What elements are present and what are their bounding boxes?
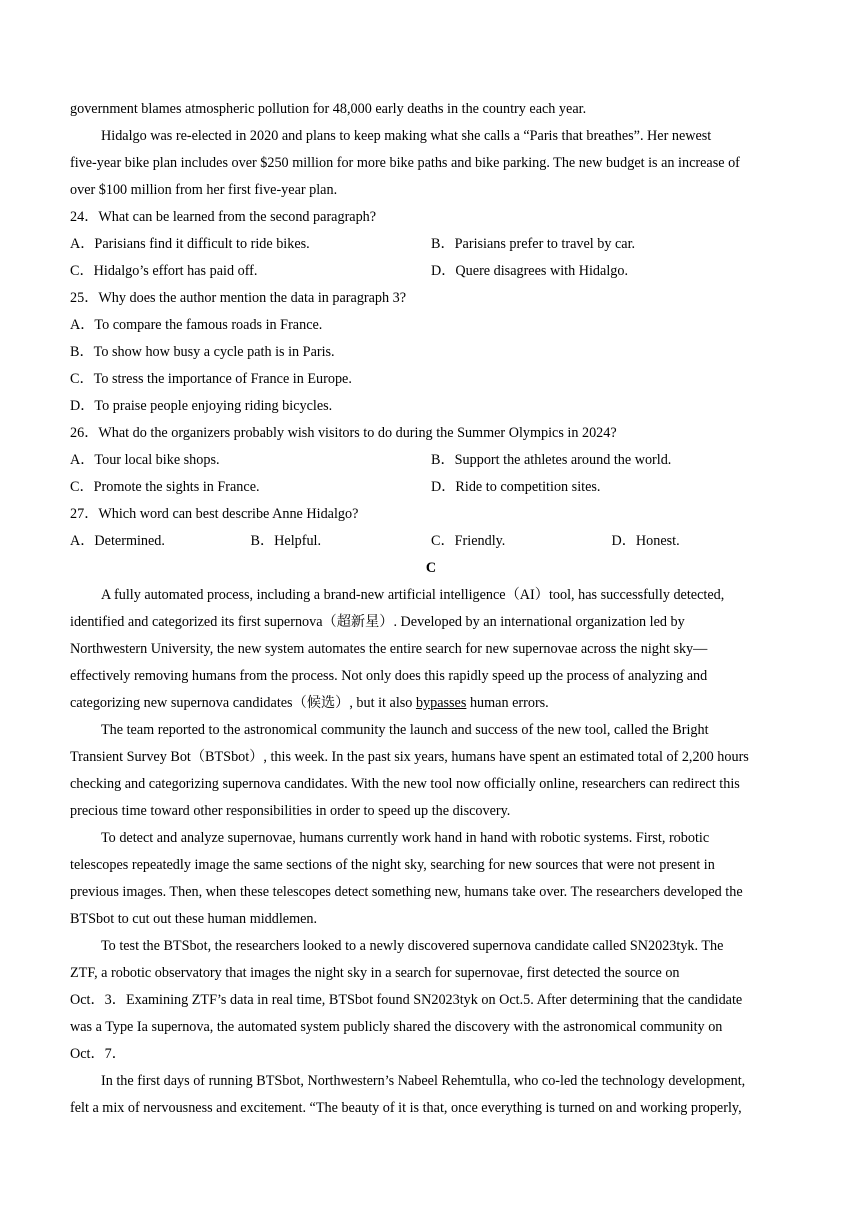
paragraph-line: five-year bike plan includes over $250 million for more bike paths and bike parking. The new budget is an increase of [70, 155, 740, 171]
question-26-options-row-1 [70, 447, 792, 474]
paragraph-line: precious time toward other responsibilities in order to speed up the discovery. [70, 803, 511, 819]
paragraph-line: Hidalgo was re-elected in 2020 and plans to keep making what she calls a “Paris that breathes”. Her newest [101, 128, 712, 144]
option-b: B．Support the athletes around the world. [431, 452, 672, 468]
underlined-word: bypasses [415, 695, 467, 711]
question-27-options-row [70, 528, 792, 555]
paragraph-line: To detect and analyze supernovae, humans currently work hand in hand with robotic systems. First, robotic [101, 830, 710, 846]
paragraph-line: felt a mix of nervousness and excitement. “The beauty of it is that, once everything is turned on and working properly, [70, 1100, 742, 1116]
question-24-options-row-2 [70, 258, 792, 285]
option-d: D．To praise people enjoying riding bicycles. [70, 398, 333, 414]
question-25-stem: 25．Why does the author mention the data in paragraph 3? [70, 290, 407, 306]
paragraph-line: Oct．3．Examining ZTF’s data in real time, BTSbot found SN2023tyk on Oct.5. After determining that the candidate [70, 992, 743, 1008]
paragraph-line: identified and categorized its first supernova（超新星）. Developed by an international organization led by [70, 614, 685, 630]
section-heading: C [425, 560, 437, 576]
option-a: A．Tour local bike shops. [70, 452, 220, 468]
option-b: B．Parisians prefer to travel by car. [431, 236, 636, 252]
paragraph-line: To test the BTSbot, the researchers looked to a newly discovered supernova candidate called SN2023tyk. The [101, 938, 724, 954]
option-b: B．Helpful. [250, 533, 322, 549]
paragraph-line: government blames atmospheric pollution for 48,000 early deaths in the country each year. [70, 101, 587, 117]
option-d: D．Quere disagrees with Hidalgo. [431, 263, 628, 279]
paragraph-line: Northwestern University, the new system automates the entire search for new supernovae across the night sky— [70, 641, 708, 657]
paragraph-line: over $100 million from her first five-year plan. [70, 182, 338, 198]
option-b: B．To show how busy a cycle path is in Paris. [70, 344, 335, 360]
option-c: C．Friendly. [431, 533, 506, 549]
paragraph-line: effectively removing humans from the process. Not only does this rapidly speed up the process of analyzing and [70, 668, 708, 684]
paragraph-line: The team reported to the astronomical community the launch and success of the new tool, called the Bright [101, 722, 709, 738]
question-26-options-row-2 [70, 474, 792, 501]
paragraph-line: Oct．7． [70, 1046, 126, 1062]
question-24-options-row-1 [70, 231, 792, 258]
question-26-stem: 26．What do the organizers probably wish visitors to do during the Summer Olympics in 2024? [70, 425, 617, 441]
paragraph-line: previous images. Then, when these telescopes detect something new, humans take over. The researchers developed the [70, 884, 743, 900]
option-d: D．Honest. [611, 533, 680, 549]
paragraph-line: Transient Survey Bot（BTSbot）, this week. In the past six years, humans have spent an estimated total of 2,200 hours [70, 749, 749, 765]
paragraph-line: telescopes repeatedly image the same sections of the night sky, searching for new sources that were not present in [70, 857, 715, 873]
question-24-stem: 24．What can be learned from the second paragraph? [70, 209, 377, 225]
text-span: categorizing new supernova candidates（候选）, but it also [70, 695, 416, 711]
option-a: A．Determined. [70, 533, 165, 549]
page-content [70, 96, 792, 1122]
option-a: A．Parisians find it difficult to ride bikes. [70, 236, 310, 252]
option-c: C．Hidalgo’s effort has paid off. [70, 263, 258, 279]
paragraph-line: checking and categorizing supernova candidates. With the new tool now officially online, researchers can redirect this [70, 776, 740, 792]
option-c: C．To stress the importance of France in Europe. [70, 371, 352, 387]
paragraph-line: BTSbot to cut out these human middlemen. [70, 911, 318, 927]
option-a: A．To compare the famous roads in France. [70, 317, 323, 333]
option-c: C．Promote the sights in France. [70, 479, 260, 495]
text-span: human errors. [466, 695, 549, 711]
paragraph-line: ZTF, a robotic observatory that images the night sky in a search for supernovae, first detected the source on [70, 965, 680, 981]
paragraph-line: In the first days of running BTSbot, Northwestern’s Nabeel Rehemtulla, who co-led the technology development, [101, 1073, 746, 1089]
paragraph-line: was a Type Ia supernova, the automated system publicly shared the discovery with the astronomical community on [70, 1019, 723, 1035]
paragraph-line [70, 690, 792, 717]
paragraph-line: A fully automated process, including a brand-new artificial intelligence（AI）tool, has successfully detected, [101, 587, 725, 603]
option-d: D．Ride to competition sites. [431, 479, 601, 495]
question-27-stem: 27．Which word can best describe Anne Hidalgo? [70, 506, 359, 522]
